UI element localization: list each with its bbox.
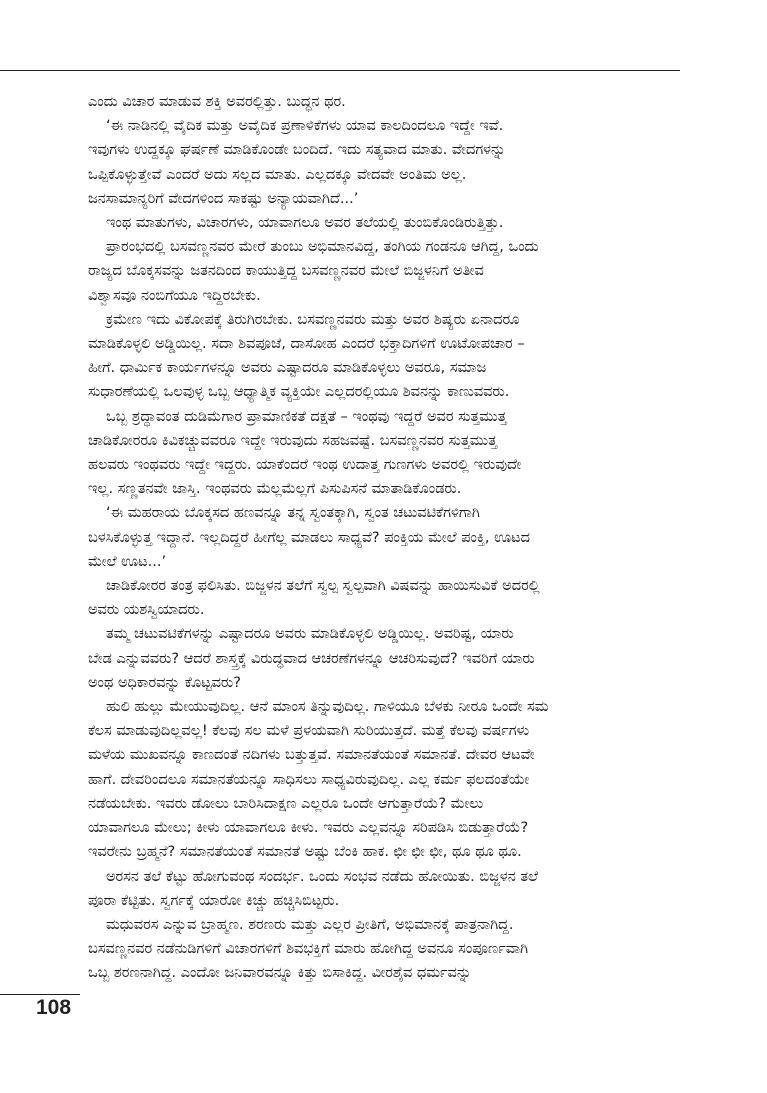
text-line: ಮೇಲೆ ಊಟ...’ (88, 553, 167, 570)
text-line: ವಿಶ್ವಾಸವೂ ನಂಬಿಗೆಯೂ ಇದ್ದಿರಬೇಕು. (88, 287, 261, 304)
text-line: ಬಳಸಿಕೊಳ್ಳುತ್ತ ಇದ್ದಾನೆ. ಇಲ್ಲದಿದ್ದರೆ ಹೀಗೆಲ್ಲ ಮಾಡಲು ಸಾಧ್ಯವೆ? ಪಂಕ್ತಿಯ ಮೇಲೆ ಪಂಕ್ತಿ, ಊಟದ (88, 529, 531, 546)
body-text (88, 90, 673, 986)
text-line: ಬೇಡ ಎನ್ನುವವರು? ಆದರೆ ಶಾಸ್ತ್ರಕ್ಕೆ ವಿರುದ್ಧವಾದ ಆಚರಣೆಗಳನ್ನೂ ಆಚರಿಸುವುದೆ? ಇವರಿಗೆ ಯಾರು (88, 650, 535, 667)
text-line: ಇವರೇನು ಬ್ರಹ್ಮನೆ? ಸಮಾನತೆಯಂತೆ ಸಮಾನತೆ ಅಷ್ಟು ಬೆಂಕಿ ಹಾಕ. ಛೀ ಛೀ ಛೀ, ಥೂ ಥೂ ಥೂ. (88, 844, 522, 861)
text-line: ಹಲವರು ಇಂಥವರು ಇದ್ದೇ ಇದ್ದರು. ಯಾಕೆಂದರೆ ಇಂಥ ಉದಾತ್ತ ಗುಣಗಳು ಅವರಲ್ಲಿ ಇರುವುದೇ (88, 457, 522, 474)
page-number-rule (0, 994, 80, 995)
text-line: ಮಾಡಿಕೊಳ್ಳಲಿ ಅಡ್ಡಿಯಿಲ್ಲ. ಸದಾ ಶಿವಪೂಜೆ, ದಾಸೋಹ ಎಂದರೆ ಭಕ್ತಾದಿಗಳಿಗೆ ಊಟೋಪಚಾರ – (88, 336, 525, 353)
text-line: ಸುಧಾರಣೆಯಲ್ಲಿ ಒಲವುಳ್ಳ ಒಬ್ಬ ಆಧ್ಯಾತ್ಮಿಕ ವ್ಯಕ್ತಿಯೇ ಎಲ್ಲದರಲ್ಲಿಯೂ ಶಿವನನ್ನು ಕಾಣುವವರು. (88, 384, 510, 401)
text-line: ಹಾಗೆ. ದೇವರಿಂದಲೂ ಸಮಾನತೆಯನ್ನೂ ಸಾಧಿಸಲು ಸಾಧ್ಯವಿರುವುದಿಲ್ಲ. ಎಲ್ಲ ಕರ್ಮ ಫಲದಂತೆಯೇ (88, 771, 530, 788)
text-line: ‘ಈ ಮಹರಾಯ ಬೊಕ್ಕಸದ ಹಣವನ್ನೂ ತನ್ನ ಸ್ವಂತಕ್ಕಾಗಿ, ಸ್ವಂತ ಚಟುವಟಿಕೆಗಳಿಗಾಗಿ (106, 505, 480, 522)
text-line: ಕೆಲಸ ಮಾಡುವುದಿಲ್ಲವಲ್ಲ! ಕೆಲವು ಸಲ ಮಳೆ ಪ್ರಳಯವಾಗಿ ಸುರಿಯುತ್ತದೆ. ಮತ್ತೆ ಕೆಲವು ವರ್ಷಗಳು (88, 723, 530, 740)
text-line: ಪ್ರಾರಂಭದಲ್ಲಿ ಬಸವಣ್ಣನವರ ಮೇರೆ ತುಂಬು ಅಭಿಮಾನವಿದ್ದ, ತಂಗಿಯ ಗಂಡನೂ ಆಗಿದ್ದ, ಒಂದು (106, 239, 539, 256)
text-line: ಯಾವಾಗಲೂ ಮೇಲು; ಕೀಳು ಯಾವಾಗಲೂ ಕೀಳು. ಇವರು ಎಲ್ಲವನ್ನೂ ಸರಿಪಡಿಸಿ ಬಿಡುತ್ತಾರೆಯೆ? (88, 820, 529, 837)
text-line: ನಡೆಯಬೇಕು. ಇವರು ಡೋಲು ಬಾರಿಸಿದಾಕ್ಷಣ ಎಲ್ಲರೂ ಒಂದೇ ಆಗುತ್ತಾರೆಯೆ? ಮೇಲು (88, 795, 484, 812)
text-line: ಪೂರಾ ಕೆಟ್ಟಿತು. ಸ್ವರ್ಗಕ್ಕೆ ಯಾರೋ ಕಿಚ್ಚು ಹಚ್ಚಿಸಿಬಿಟ್ಟರು. (88, 892, 340, 909)
text-line: ಬಸವಣ್ಣನವರ ನಡೆನುಡಿಗಳಿಗೆ ವಿಚಾರಗಳಿಗೆ ಶಿವಭಕ್ತಿಗೆ ಮಾರು ಹೋಗಿದ್ದ ಅವನೂ ಸಂಪೂರ್ಣವಾಗಿ (88, 941, 529, 958)
text-line: ಅವರು ಯಶಸ್ವಿಯಾದರು. (88, 602, 205, 619)
text-line: ಒಪ್ಪಿಕೊಳ್ಳುತ್ತೇವೆ ಎಂದರೆ ಅದು ಸಲ್ಲದ ಮಾತು. ಎಲ್ಲದಕ್ಕೂ ವೇದವೇ ಅಂತಿಮ ಅಲ್ಲ. (88, 166, 467, 183)
text-line: ಅಂಥ ಅಧಿಕಾರವನ್ನು ಕೊಟ್ಟವರು? (88, 674, 241, 691)
text-line: ಒಬ್ಬ ಶರಣನಾಗಿದ್ದ. ಎಂದೋ ಜನಿವಾರವನ್ನೂ ಕಿತ್ತು ಬಿಸಾಕಿದ್ದ. ವೀರಶೈವ ಧರ್ಮವನ್ನು (88, 965, 472, 982)
text-line: ಚಾಡಿಕೋರರೂ ಕಿವಿಕಚ್ಚುವವರೂ ಇದ್ದೇ ಇರುವುದು ಸಹಜವಷ್ಟೆ. ಬಸವಣ್ಣನವರ ಸುತ್ತಮುತ್ತ (88, 432, 498, 449)
text-line: ಕ್ರಮೇಣ ಇದು ವಿಕೋಪಕ್ಕೆ ತಿರುಗಿರಬೇಕು. ಬಸವಣ್ಣನವರು ಮತ್ತು ಅವರ ಶಿಷ್ಯರು ಏನಾದರೂ (106, 311, 520, 328)
text-line: ಇಂಥ ಮಾತುಗಳು, ವಿಚಾರಗಳು, ಯಾವಾಗಲೂ ಅವರ ತಲೆಯಲ್ಲಿ ತುಂಬಿಕೊಂಡಿರುತ್ತಿತ್ತು. (106, 215, 504, 232)
text-line: ಚಾಡಿಕೋರರ ತಂತ್ರ ಫಲಿಸಿತು. ಬಿಜ್ಜಳನ ತಲೆಗೆ ಸ್ವಲ್ಪ ಸ್ವಲ್ಪವಾಗಿ ವಿಷವನ್ನು ಹಾಯಿಸುವಿಕೆ ಅದರಲ್ಲಿ (106, 578, 540, 595)
text-line: ರಾಜ್ಯದ ಬೊಕ್ಕಸವನ್ನು ಜತನದಿಂದ ಕಾಯುತ್ತಿದ್ದ ಬಸವಣ್ಣನವರ ಮೇಲೆ ಬಿಜ್ಜಳನಿಗೆ ಅತೀವ (88, 263, 484, 280)
text-line: ಮಧುವರಸ ಎನ್ನುವ ಬ್ರಾಹ್ಮಣ. ಶರಣರು ಮತ್ತು ಎಲ್ಲರ ಪ್ರೀತಿಗೆ, ಅಭಿಮಾನಕ್ಕೆ ಪಾತ್ರನಾಗಿದ್ದ. (106, 916, 514, 933)
text-line: ಹೀಗೆ. ಧಾರ್ಮಿಕ ಕಾರ್ಯಗಳನ್ನೂ ಅವರು ಎಷ್ಟಾದರೂ ಮಾಡಿಕೊಳ್ಳಲು ಅವರೂ, ಸಮಾಜ (88, 360, 487, 377)
text-line: ‘ಈ ನಾಡಿನಲ್ಲಿ ವೈದಿಕ ಮತ್ತು ಅವೈದಿಕ ಪ್ರಣಾಳಿಕೆಗಳು ಯಾವ ಕಾಲದಿಂದಲೂ ಇದ್ದೇ ಇವೆ. (106, 118, 504, 135)
text-line: ತಮ್ಮ ಚಟುವಟಿಕೆಗಳನ್ನು ಎಷ್ಟಾದರೂ ಅವರು ಮಾಡಿಕೊಳ್ಳಲಿ ಅಡ್ಡಿಯಿಲ್ಲ. ಅವರಿಷ್ಟ, ಯಾರು (106, 626, 514, 643)
page-number: 108 (36, 996, 72, 1019)
text-line: ಒಬ್ಬ ಶ್ರದ್ಧಾವಂತ ದುಡಿಮೆಗಾರ ಪ್ರಾಮಾಣಿಕತೆ ದಕ್ಷತೆ – ಇಂಥವು ಇದ್ದರೆ ಅವರ ಸುತ್ತಮುತ್ತ (106, 408, 507, 425)
top-rule (0, 70, 680, 71)
text-line: ಎಂದು ವಿಚಾರ ಮಾಡುವ ಶಕ್ತಿ ಅವರಲ್ಲಿತ್ತು. ಬುದ್ಧನ ಥರ. (88, 94, 346, 110)
text-line: ಇಲ್ಲ. ಸಣ್ಣತನವೇ ಜಾಸ್ತಿ. ಇಂಥವರು ಮೆಲ್ಲಮೆಲ್ಲಗೆ ಪಿಸುಪಿಸನೆ ಮಾತಾಡಿಕೊಂಡರು. (88, 481, 462, 498)
text-line: ಹುಲಿ ಹುಲ್ಲು ಮೇಯುವುದಿಲ್ಲ. ಆನೆ ಮಾಂಸ ತಿನ್ನುವುದಿಲ್ಲ. ಗಾಳಿಯೂ ಬೆಳಕು ನೀರೂ ಒಂದೇ ಸಮ (106, 699, 549, 716)
text-line: ಮಳೆಯ ಮುಖವನ್ನೂ ಕಾಣದಂತೆ ನದಿಗಳು ಬತ್ತುತ್ತವೆ. ಸಮಾನತೆಯಂತೆ ಸಮಾನತೆ. ದೇವರ ಆಟವೇ (88, 747, 535, 764)
text-line: ಜನಸಾಮಾನ್ಯರಿಗೆ ವೇದಗಳಿಂದ ಸಾಕಷ್ಟು ಅನ್ಯಾಯವಾಗಿದೆ...’ (88, 190, 359, 207)
text-line: ಇವುಗಳು ಉದ್ದಕ್ಕೂ ಘರ್ಷಣೆ ಮಾಡಿಕೊಂಡೇ ಬಂದಿದೆ. ಇದು ಸತ್ಯವಾದ ಮಾತು. ವೇದಗಳನ್ನು (88, 142, 506, 159)
text-line: ಅರಸನ ತಲೆ ಕೆಟ್ಟು ಹೋಗುವಂಥ ಸಂದರ್ಭ. ಒಂದು ಸಂಭವ ನಡೆದು ಹೋಯಿತು. ಬಿಜ್ಜಳನ ತಲೆ (106, 868, 539, 885)
